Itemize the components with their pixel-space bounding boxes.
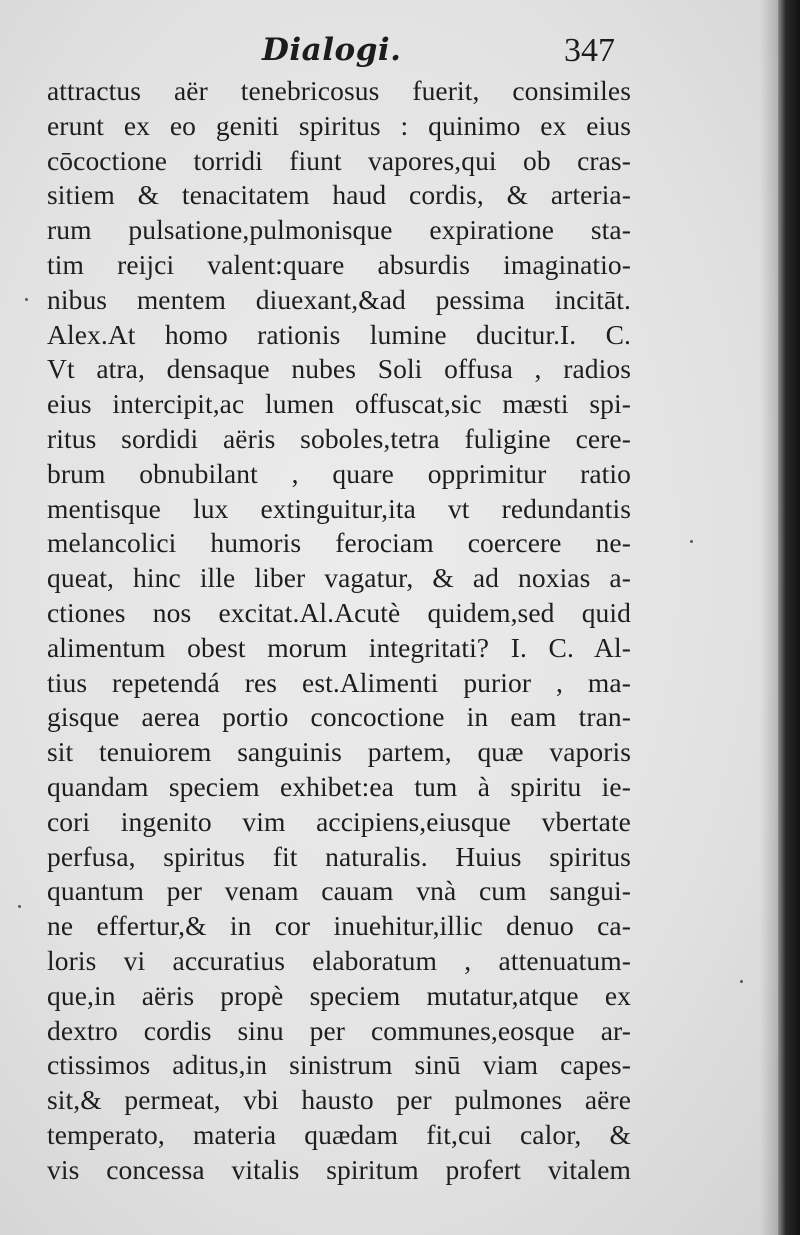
body-text: [47, 74, 631, 1188]
text-line: melancolici humoris ferociam coercere ne-: [47, 527, 631, 559]
text-line: eius intercipit,ac lumen offuscat,sic mæsti spi-: [47, 388, 631, 420]
text-line: cori ingenito vim accipiens,eiusque vbertate: [47, 805, 631, 837]
running-head: Dialogi.: [262, 32, 402, 68]
page-number: 347: [564, 32, 615, 69]
paper-speck: [18, 905, 21, 908]
text-line: attractus aër tenebricosus fuerit, consimiles: [47, 75, 631, 106]
text-line: sit tenuiorem sanguinis partem, quæ vaporis: [47, 736, 631, 768]
text-line: ctissimos aditus,in sinistrum sinū viam capes-: [47, 1049, 631, 1081]
text-line: que,in aëris propè speciem mutatur,atque ex: [47, 979, 631, 1011]
text-line: ritus sordidi aëris soboles,tetra fuligine cere-: [47, 422, 631, 454]
text-line: tim reijci valent:quare absurdis imaginatio-: [47, 248, 631, 280]
text-line: ne effertur,& in cor inuehitur,illic denuo ca-: [47, 910, 631, 942]
text-line: mentisque lux extinguitur,ita vt redundantis: [47, 492, 631, 524]
text-line: cōcoctione torridi fiunt vapores,qui ob cras-: [47, 144, 631, 176]
paper-speck: [690, 540, 693, 543]
page-edge: [778, 0, 800, 1235]
text-line: vis concessa vitalis spiritum profert vitalem: [47, 1153, 631, 1185]
text-line: temperato, materia quædam fit,cui calor, &: [47, 1118, 631, 1150]
text-line: quandam speciem exhibet:ea tum à spiritu ie-: [47, 770, 631, 802]
text-line: tius repetendá res est.Alimenti purior , ma-: [47, 666, 631, 698]
text-line: loris vi accuratius elaboratum , attenuatum-: [47, 944, 631, 976]
text-line: sitiem & tenacitatem haud cordis, & arteria-: [47, 179, 631, 211]
text-line: erunt ex eo geniti spiritus : quinimo ex eius: [47, 109, 631, 141]
page-header: [40, 30, 640, 74]
paper-speck: [25, 298, 28, 301]
text-line: Alex.At homo rationis lumine ducitur.I. C.: [47, 318, 631, 350]
text-line: perfusa, spiritus fit naturalis. Huius spiritus: [47, 840, 631, 872]
page-gutter-shadow: [760, 0, 778, 1235]
text-line: Vt atra, densaque nubes Soli offusa , radios: [47, 353, 631, 385]
text-line: dextro cordis sinu per communes,eosque ar-: [47, 1014, 631, 1046]
text-line: ctiones nos excitat.Al.Acutè quidem,sed quid: [47, 596, 631, 628]
paper-speck: [740, 980, 743, 983]
text-line: queat, hinc ille liber vagatur, & ad noxias a-: [47, 562, 631, 594]
text-line: sit,& permeat, vbi hausto per pulmones aëre: [47, 1084, 631, 1116]
text-line: gisque aerea portio concoctione in eam tran-: [47, 701, 631, 733]
text-line: alimentum obest morum integritati? I. C. Al-: [47, 631, 631, 663]
text-line: brum obnubilant , quare opprimitur ratio: [47, 457, 631, 489]
text-line: rum pulsatione,pulmonisque expiratione sta-: [47, 214, 631, 246]
text-line: nibus mentem diuexant,&ad pessima incitāt.: [47, 283, 631, 315]
text-line: quantum per venam cauam vnà cum sangui-: [47, 875, 631, 907]
